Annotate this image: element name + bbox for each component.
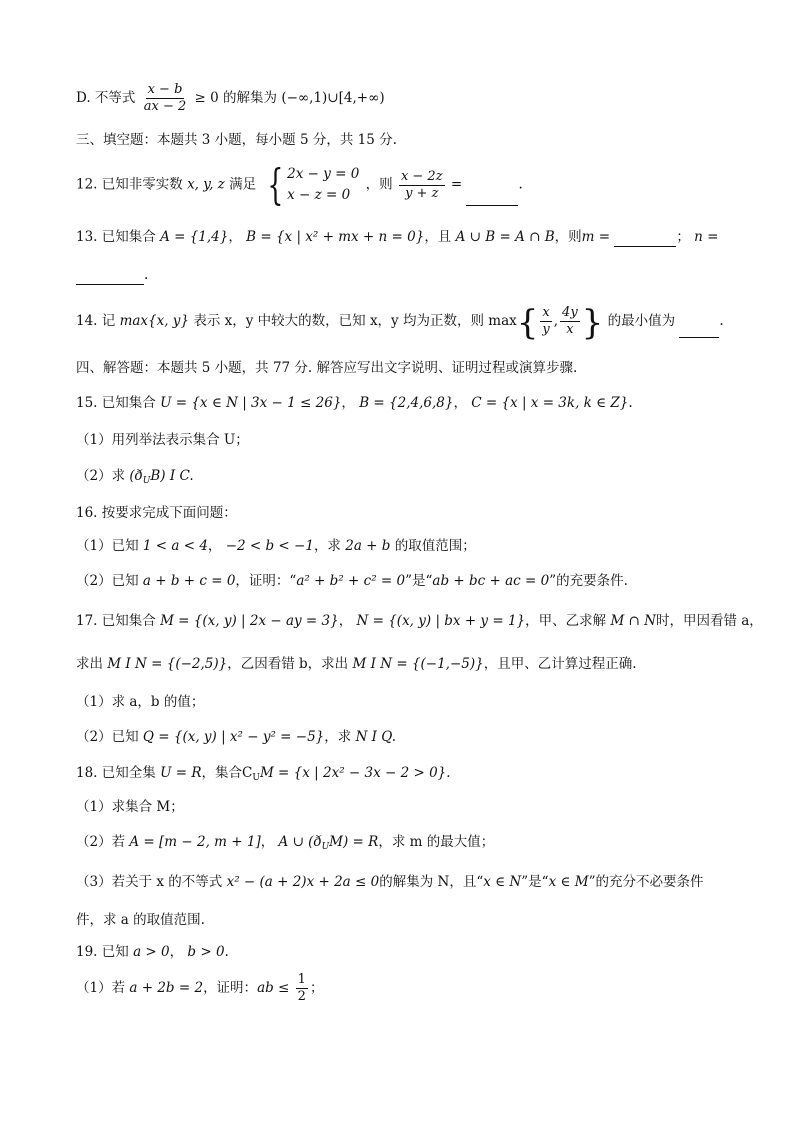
question-17-part-2: （2）已知 Q = {(x, y) | x² − y² = −5}，求 N I Q.	[76, 729, 396, 745]
fraction: $\frac{1}{2}$	[297, 972, 306, 1004]
fraction: $\frac{x - 2z}{y + z}$	[400, 168, 443, 201]
answer-blank-n	[76, 270, 144, 285]
question-19: 19. 已知 a > 0， b > 0.	[76, 944, 229, 960]
question-15-part-2: （2）求 $(ð_UB)$ I C.	[76, 468, 194, 486]
fraction: $\frac{4y}{x}$	[562, 305, 578, 337]
question-13-continued: .	[76, 265, 734, 285]
section-3-heading: 三、填空题：本题共 3 小题，每小题 5 分，共 15 分.	[76, 132, 397, 148]
question-16-part-1: （1）已知 1 < a < 4， −2 < b < −1，求 2a + b 的取值范围；	[76, 538, 476, 554]
question-18-continued: 件，求 a 的取值范围.	[76, 912, 205, 928]
answer-blank	[679, 323, 719, 338]
right-brace-icon: }	[581, 303, 604, 343]
fraction: $\frac{x}{y}$	[542, 305, 550, 337]
question-12: 12. 已知非零实数 x, y, z 满足 { 2x − y = 0 x − z = 0 ，则 $\frac{x - 2z}{y + z}$ = .	[76, 160, 523, 209]
question-18-part-1: （1）求集合 M；	[76, 799, 184, 815]
question-14: 14. 记 max{x, y} 表示 x，y 中较大的数，已知 x，y 均为正数，则 max{ $\frac{x}{y}$ , $\frac{4y}{x}$ } 的最小值为 .	[76, 303, 724, 343]
question-17-continued: 求出 M I N = {(−2,5)}，乙因看错 b，求出 M I N = {(−1,−5)}，且甲、乙计算过程正确.	[76, 656, 637, 672]
question-16-part-2: （2）已知 a + b + c = 0，证明：“a² + b² + c² = 0”是“ab + bc + ac = 0”的充要条件.	[76, 573, 628, 589]
question-15-part-1: （1）用列举法表示集合 U；	[76, 432, 249, 448]
fraction: $\frac{x - b}{ax - 2}$	[143, 82, 187, 114]
question-18-part-3: （3）若关于 x 的不等式 x² − (a + 2)x + 2a ≤ 0的解集为 N，且“x ∈ N”是“x ∈ M”的充分不必要条件	[76, 874, 704, 890]
solution-set: (−∞,1)∪[4,+∞)	[281, 90, 385, 106]
question-17-part-1: （1）求 a，b 的值；	[76, 694, 205, 710]
question-18: 18. 已知全集 U = R，集合$C_UM = \{x$ | 2x² − 3x − 2 > 0}.	[76, 765, 451, 783]
option-d-label: D. 不等式	[76, 90, 136, 106]
question-18-part-2: （2）若 A = [m − 2, m + 1]， A ∪ $(ð_UM) = R$，求 m 的最大值；	[76, 834, 495, 852]
option-d: D. 不等式 $\frac{x - b}{ax - 2}$ ≥ 0 的解集为 (−∞,1)∪[4,+∞)	[76, 82, 385, 114]
left-brace-icon: {	[516, 303, 539, 343]
question-13: 13. 已知集合 A = {1,4}， B = {x | x² + mx + n = 0}，且 A ∪ B = A ∩ B，则m = ； n =	[76, 229, 719, 245]
answer-blank	[466, 191, 518, 206]
answer-blank-m	[614, 232, 676, 247]
question-19-part-1: （1）若 a + 2b = 2，证明：ab ≤ $\frac{1}{2}$ ；	[76, 972, 324, 1004]
question-16: 16. 按要求完成下面问题：	[76, 505, 237, 521]
equation-system: { 2x − y = 0 x − z = 0	[267, 160, 360, 209]
left-brace-icon: {	[267, 160, 284, 209]
question-15: 15. 已知集合 U = {x ∈ N | 3x − 1 ≤ 26}， B = {2,4,6,8}， C = {x | x = 3k, k ∈ Z}.	[76, 395, 633, 411]
question-17: 17. 已知集合 M = {(x, y) | 2x − ay = 3}， N = {(x, y) | bx + y = 1}，甲、乙求解 M ∩ N时，甲因看错 a，	[76, 613, 763, 629]
section-4-heading: 四、解答题：本题共 5 小题，共 77 分. 解答应写出文字说明、证明过程或演算步骤.	[76, 360, 578, 376]
